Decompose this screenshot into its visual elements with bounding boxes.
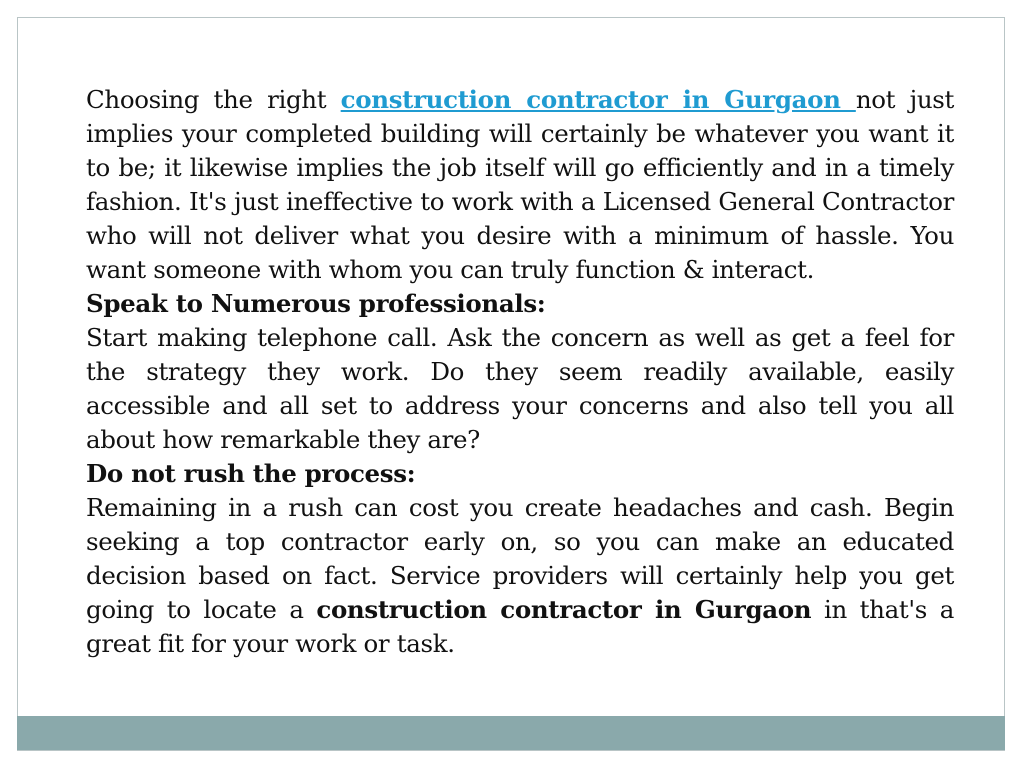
professionals-paragraph: Start making telephone call. Ask the concern as well as get a feel for the strategy they work. Do they seem readily available, easily accessible and all set to address your concerns and also tell you all about how remarkable they are? [86,323,954,454]
slide-content [86,83,954,661]
rush-text-end: in that's a great fit for your work or task. [86,595,954,658]
heading-do-not-rush: Do not rush the process: [86,459,416,488]
intro-text-end: not just implies your completed building will certainly be whatever you want it to be; it likewise implies the job itself will go efficiently and in a timely fashion. It's just ineffective to work with a Licensed General Contractor who will not deliver what you desire with a minimum of hassle. You want someone with whom you can truly function & interact. [86,85,954,284]
rush-text-start: Remaining in a rush can cost you create headaches and cash. Begin seeking a top contractor early on, so you can make an educated decision based on fact. Service providers will certainly help you get going to locate a [86,493,954,624]
contractor-link[interactable]: construction contractor in Gurgaon [340,85,856,114]
contractor-bold-text: construction contractor in Gurgaon [316,595,812,624]
rush-paragraph [86,491,954,661]
intro-paragraph [86,83,954,287]
bottom-bar [17,716,1005,750]
heading-speak-professionals: Speak to Numerous professionals: [86,289,546,318]
intro-text-start: Choosing the right [86,85,341,114]
